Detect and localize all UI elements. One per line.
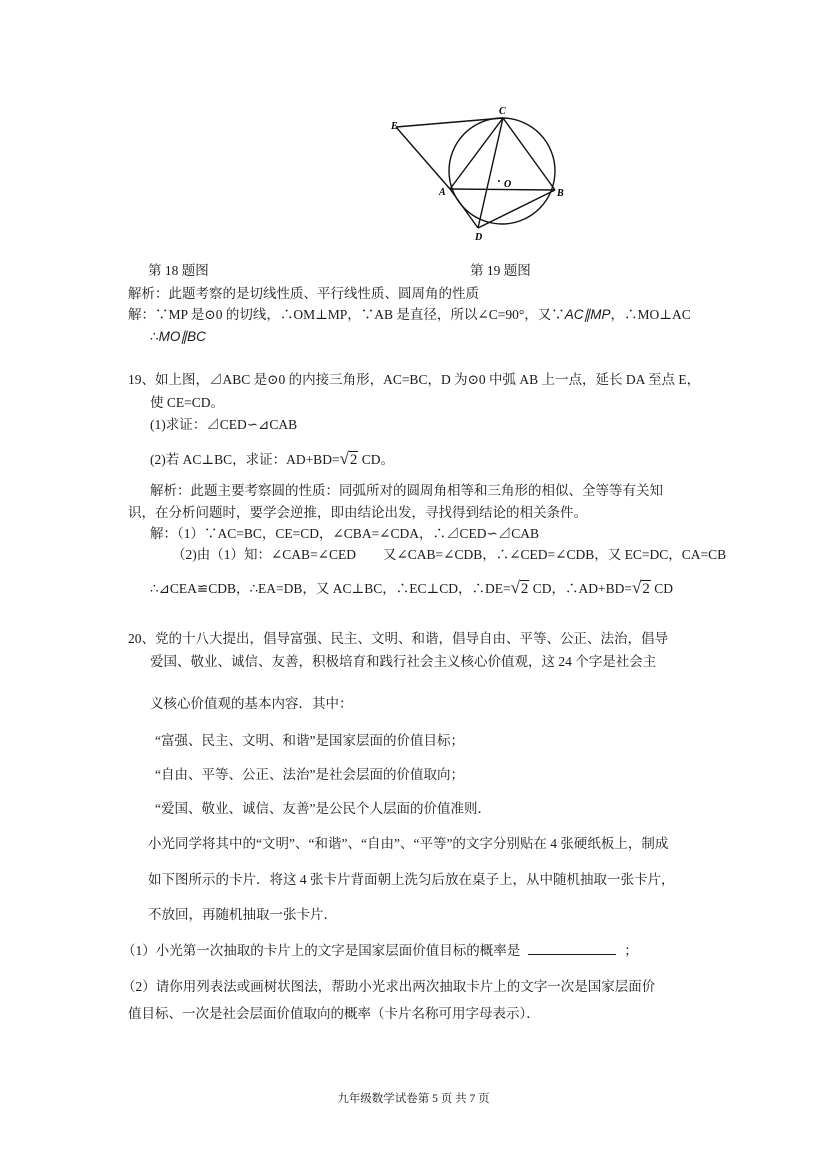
q20-line9: 不放回，再随机抽取一张卡片． [148,907,337,922]
radicand: 2 [642,581,650,597]
q20-part1 [122,942,638,960]
text: 解：∵MP 是⊙0 的切线，∴OM⊥MP，∵AB 是直径，所以∠C=90°，又∵ [128,307,565,322]
q19-analysis-line1: 解析：此题主要考察圆的性质：同弧所对的圆周角相等和三角形的相似、全等等有关知 [150,483,663,498]
figure-18-caption: 第 18 题图 [148,263,209,278]
radicand: 2 [520,581,529,597]
text: （1）小光第一次抽取的卡片上的文字是国家层面价值目标的概率是 [122,943,521,958]
text: CD [650,581,674,596]
q19-analysis-line2: 识，在分析问题时，要学会逆推，即由结论出发，寻找得到结论的相关条件。 [128,505,587,520]
point-b-label: B [557,188,564,199]
q20-social-values: “自由、平等、公正、法治”是社会层面的价值取向； [155,767,464,782]
circle-o [449,118,555,224]
q20-line1: 20、党的十八大提出，倡导富强、民主、文明、和谐，倡导自由、平等、公正、法治，倡导 [128,631,668,646]
radicand: 2 [349,452,358,468]
q18-solution [128,306,691,324]
q18-analysis: 解析：此题考察的是切线性质、平行线性质、圆周角的性质 [128,286,479,301]
figure-19-circle-diagram [380,105,580,245]
sqrt-symbol [511,578,530,597]
text: CD。 [358,452,395,467]
sqrt-symbol [340,449,359,468]
q20-line8: 如下图所示的卡片．将这 4 张卡片背面朝上洗匀后放在桌子上，从中随机抽取一张卡片， [148,872,675,887]
segment-ec [396,118,503,127]
q19-stem-line2: 使 CE=CD。 [150,395,224,410]
segment-ab [450,189,555,190]
answer-blank [528,942,616,955]
radical: √ [339,449,349,468]
radical: √ [510,578,520,597]
q18-conclusion [150,328,206,346]
page-footer: 九年级数学试卷第 5 页 共 7 页 [337,1093,490,1105]
q19-stem-line1: 19、如上图，⊿ABC 是⊙0 的内接三角形，AC=BC，D 为⊙0 中弧 AB 上一点，延长 DA 至点 E， [128,372,701,387]
text: ，∴MO⊥AC [610,307,691,322]
q19-solution-1: 解：（1）∵AC=BC，CE=CD，∠CBA=∠CDA，∴⊿CED∽⊿CAB [150,526,540,541]
math-text: MO∥BC [158,329,206,344]
q19-part2 [150,450,394,469]
text: ∴⊿CEA≌CDB，∴EA=DB，又 AC⊥BC，∴EC⊥CD，∴DE= [150,581,511,596]
q20-part2-line1: （2）请你用列表法或画树状图法，帮助小光求出两次抽取卡片上的文字一次是国家层面价 [122,979,656,994]
center-point [498,180,500,182]
q19-solution-2: （2)由（1）知：∠CAB=∠CED 又∠CAB=∠CDB，∴∠CED=∠CDB，又 EC=DC，CA=CB [172,547,727,562]
point-e-label: E [391,121,398,132]
q20-line2: 爱国、敬业、诚信、友善，积极培育和践行社会主义核心价值观，这 24 个字是社会主 [150,654,657,669]
radical: √ [632,578,642,597]
point-d-label: D [475,232,483,243]
segment-ad [450,189,478,228]
q20-part2-line2: 值目标、一次是社会层面价值取向的概率（卡片名称可用字母表示）． [128,1006,540,1021]
text: ∴ [150,329,159,344]
q19-part1: (1)求证：⊿CED∽⊿CAB [150,417,298,432]
q20-personal-values: “爱国、敬业、诚信、友善”是公民个人层面的价值准则． [155,801,491,816]
q19-solution-3 [150,579,673,598]
q20-line3: 义核心价值观的基本内容．其中： [150,696,353,711]
sqrt-symbol [632,578,651,597]
point-o-label: O [504,179,512,190]
math-text: AC∥MP [564,307,611,322]
text: (2)若 AC⊥BC，求证：AD+BD= [150,452,340,467]
text: CD，∴AD+BD= [529,581,633,596]
figure-19-caption: 第 19 题图 [470,263,531,278]
q20-national-values: “富强、民主、文明、和谐”是国家层面的价值目标； [155,733,464,748]
point-a-label: A [439,187,446,198]
point-c-label: C [499,106,506,117]
q20-line7: 小光同学将其中的“文明”、“和谐”、“自由”、“平等”的文字分别贴在 4 张硬纸板上，制成 [148,836,669,851]
text: ； [624,943,638,958]
segment-ea [396,127,450,189]
